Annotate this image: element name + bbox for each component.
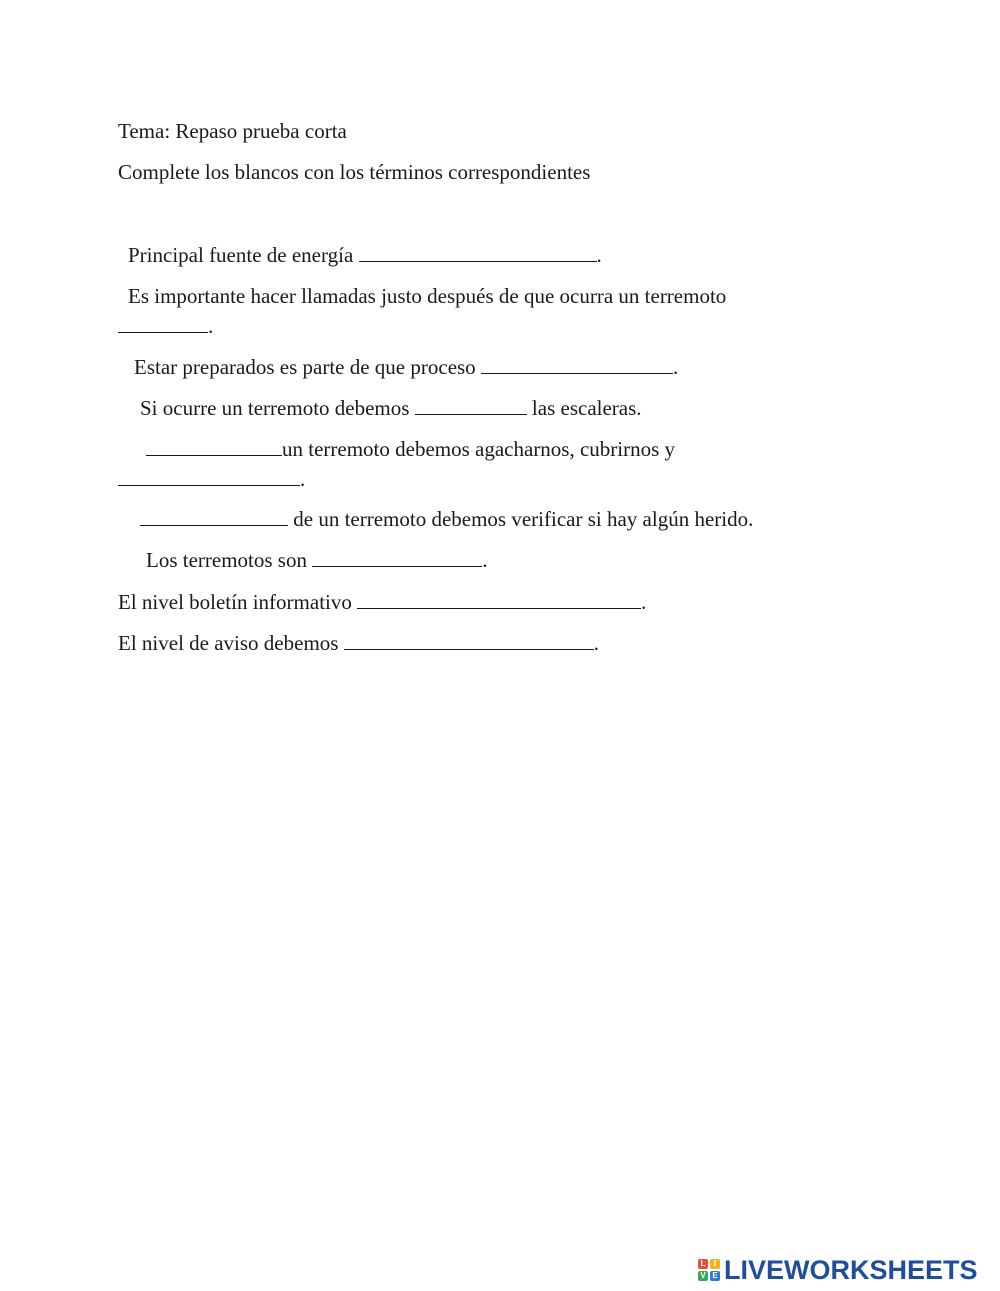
logo-tiles-icon [698,1259,720,1281]
logo-text: LIVEWORKSHEETS [724,1254,978,1285]
logo-tile-i: I [710,1259,720,1269]
answer-blank-3[interactable] [481,354,673,374]
question-8-end: . [641,590,647,614]
page-title: Tema: Repaso prueba corta [118,119,347,143]
question-5-text: un terremoto debemos agacharnos, cubrirnos y [282,437,676,461]
question-9-text: El nivel de aviso debemos [118,631,344,655]
question-4 [140,395,642,421]
question-2: Es importante hacer llamadas justo después de que ocurra un terremoto [128,284,727,308]
question-7-end: . [482,548,488,572]
answer-blank-4[interactable] [415,395,527,415]
question-4-text: Si ocurre un terremoto debemos [140,396,415,420]
answer-blank-9[interactable] [344,630,594,650]
answer-blank-5a[interactable] [146,436,282,456]
question-1 [128,242,602,268]
question-5-continued [118,466,305,492]
question-8-text: El nivel boletín informativo [118,590,358,614]
answer-blank-5b[interactable] [118,466,300,486]
answer-blank-1[interactable] [359,242,597,262]
answer-blank-2[interactable] [118,313,208,333]
question-1-text: Principal fuente de energía [128,243,359,267]
question-3 [134,354,678,380]
answer-blank-8[interactable] [357,589,641,609]
question-6 [140,506,753,532]
liveworksheets-logo [698,1254,978,1286]
answer-blank-6[interactable] [140,506,288,526]
question-3-end: . [672,355,679,379]
logo-tile-e: E [710,1271,720,1281]
logo-tile-l: L [698,1259,708,1269]
question-2-continued [118,313,213,339]
logo-tile-v: V [698,1271,708,1281]
question-8 [118,589,646,615]
question-2-end: . [208,314,214,338]
answer-blank-7[interactable] [312,547,482,567]
question-3-text: Estar preparados es parte de que proceso [134,355,481,379]
question-9 [118,630,599,656]
question-1-end: . [596,243,602,267]
question-6-text: de un terremoto debemos verificar si hay algún herido. [288,507,754,531]
question-7-text: Los terremotos son [146,548,313,572]
question-9-end: . [593,631,599,655]
question-5 [146,436,675,462]
question-7 [146,547,487,573]
instructions: Complete los blancos con los términos correspondientes [118,160,591,184]
question-4-end: las escaleras. [526,396,642,420]
question-5-end: . [300,467,306,491]
